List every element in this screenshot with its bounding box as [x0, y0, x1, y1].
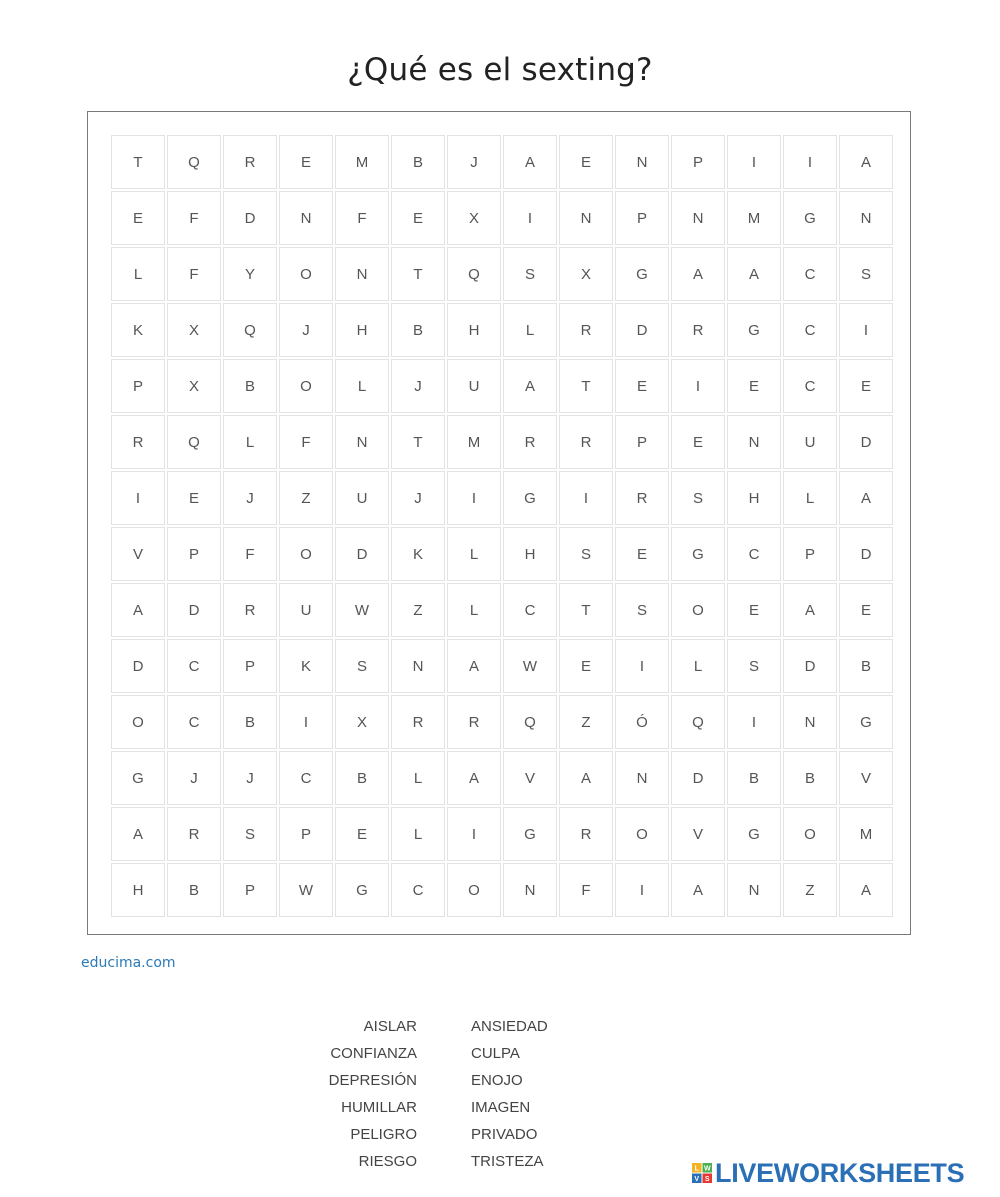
grid-cell[interactable]: A [447, 751, 501, 805]
grid-cell[interactable]: N [671, 191, 725, 245]
grid-cell[interactable]: D [335, 527, 389, 581]
grid-cell[interactable]: R [559, 807, 613, 861]
grid-cell[interactable]: C [167, 639, 221, 693]
grid-cell[interactable]: L [391, 807, 445, 861]
grid-cell[interactable]: T [559, 583, 613, 637]
grid-cell[interactable]: M [839, 807, 893, 861]
grid-cell[interactable]: R [167, 807, 221, 861]
svg-text:W: W [703, 1165, 711, 1173]
grid-cell[interactable]: N [615, 135, 669, 189]
word-list-item: CULPA [471, 1045, 520, 1062]
grid-cell[interactable]: M [447, 415, 501, 469]
grid-cell[interactable]: V [503, 751, 557, 805]
grid-cell[interactable]: L [783, 471, 837, 525]
grid-cell[interactable]: X [335, 695, 389, 749]
grid-cell[interactable]: U [279, 583, 333, 637]
grid-cell[interactable]: G [727, 807, 781, 861]
grid-cell[interactable]: E [615, 527, 669, 581]
grid-cell[interactable]: R [223, 135, 277, 189]
grid-cell[interactable]: D [783, 639, 837, 693]
grid-cell[interactable]: A [839, 135, 893, 189]
grid-cell[interactable]: G [111, 751, 165, 805]
grid-cell[interactable]: O [111, 695, 165, 749]
grid-cell[interactable]: V [671, 807, 725, 861]
grid-cell[interactable]: X [447, 191, 501, 245]
grid-cell[interactable]: I [447, 471, 501, 525]
grid-cell[interactable]: E [167, 471, 221, 525]
grid-cell[interactable]: L [335, 359, 389, 413]
grid-cell[interactable]: I [727, 695, 781, 749]
grid-cell[interactable]: A [839, 863, 893, 917]
word-list-item: CONFIANZA [330, 1045, 417, 1062]
grid-cell[interactable]: I [111, 471, 165, 525]
grid-cell[interactable]: A [503, 359, 557, 413]
grid-cell[interactable]: C [783, 303, 837, 357]
grid-cell[interactable]: X [559, 247, 613, 301]
grid-cell[interactable]: N [727, 415, 781, 469]
grid-cell[interactable]: P [783, 527, 837, 581]
grid-cell[interactable]: R [503, 415, 557, 469]
grid-cell[interactable]: B [783, 751, 837, 805]
grid-cell[interactable]: C [167, 695, 221, 749]
grid-cell[interactable]: M [335, 135, 389, 189]
grid-cell[interactable]: G [839, 695, 893, 749]
grid-cell[interactable]: N [727, 863, 781, 917]
grid-cell[interactable]: R [111, 415, 165, 469]
grid-cell[interactable]: A [111, 583, 165, 637]
grid-cell[interactable]: N [503, 863, 557, 917]
grid-cell[interactable]: E [839, 359, 893, 413]
grid-cell[interactable]: P [167, 527, 221, 581]
svg-text:V: V [694, 1176, 700, 1183]
grid-cell[interactable]: J [167, 751, 221, 805]
grid-cell[interactable]: R [671, 303, 725, 357]
grid-cell[interactable]: I [447, 807, 501, 861]
grid-cell[interactable]: S [503, 247, 557, 301]
grid-cell[interactable]: S [559, 527, 613, 581]
grid-cell[interactable]: Y [223, 247, 277, 301]
word-list-item: ANSIEDAD [471, 1018, 548, 1035]
svg-text:S: S [704, 1176, 710, 1183]
grid-cell[interactable]: Q [447, 247, 501, 301]
grid-cell[interactable]: O [279, 527, 333, 581]
grid-cell[interactable]: D [615, 303, 669, 357]
grid-cell[interactable]: G [615, 247, 669, 301]
grid-cell[interactable]: N [391, 639, 445, 693]
grid-cell[interactable]: J [223, 751, 277, 805]
grid-cell[interactable]: A [783, 583, 837, 637]
grid-cell[interactable]: N [279, 191, 333, 245]
grid-cell[interactable]: H [503, 527, 557, 581]
grid-cell[interactable]: B [223, 695, 277, 749]
grid-cell[interactable]: R [559, 415, 613, 469]
grid-cell[interactable]: O [671, 583, 725, 637]
grid-cell[interactable]: R [615, 471, 669, 525]
grid-cell[interactable]: O [447, 863, 501, 917]
grid-cell[interactable]: I [783, 135, 837, 189]
grid-cell[interactable]: O [615, 807, 669, 861]
word-list-item: RIESGO [358, 1153, 417, 1170]
grid-cell[interactable]: S [671, 471, 725, 525]
grid-cell[interactable]: A [111, 807, 165, 861]
grid-cell[interactable]: B [727, 751, 781, 805]
grid-cell[interactable]: P [615, 191, 669, 245]
grid-cell[interactable]: D [671, 751, 725, 805]
grid-cell[interactable]: I [559, 471, 613, 525]
grid-cell[interactable]: R [223, 583, 277, 637]
grid-cell[interactable]: V [839, 751, 893, 805]
grid-cell[interactable]: S [839, 247, 893, 301]
grid-cell[interactable]: E [671, 415, 725, 469]
grid-cell[interactable]: W [335, 583, 389, 637]
grid-cell[interactable]: A [727, 247, 781, 301]
grid-cell[interactable]: L [223, 415, 277, 469]
word-list-right [471, 1016, 621, 1178]
grid-cell[interactable]: X [167, 359, 221, 413]
page-title: ¿Qué es el sexting? [347, 52, 653, 88]
liveworksheets-logo-icon [692, 1163, 712, 1183]
grid-cell[interactable]: U [335, 471, 389, 525]
grid-cell[interactable]: A [671, 863, 725, 917]
grid-cell[interactable]: G [783, 191, 837, 245]
grid-cell[interactable]: Q [167, 415, 221, 469]
grid-cell[interactable]: C [783, 359, 837, 413]
grid-cell[interactable]: Z [783, 863, 837, 917]
word-list-item: HUMILLAR [341, 1099, 417, 1116]
word-list-item: DEPRESIÓN [328, 1072, 417, 1089]
grid-cell[interactable]: K [111, 303, 165, 357]
grid-cell[interactable]: G [727, 303, 781, 357]
grid-cell[interactable]: I [839, 303, 893, 357]
grid-cell[interactable]: N [335, 247, 389, 301]
grid-cell[interactable]: H [111, 863, 165, 917]
word-list-item: AISLAR [363, 1018, 417, 1035]
word-list-item: PRIVADO [471, 1126, 538, 1143]
grid-cell[interactable]: O [279, 359, 333, 413]
grid-cell[interactable]: F [223, 527, 277, 581]
credit-link[interactable]: educima.com [81, 955, 176, 971]
grid-cell[interactable]: J [391, 359, 445, 413]
grid-cell[interactable]: E [391, 191, 445, 245]
grid-cell[interactable]: E [559, 639, 613, 693]
grid-cell[interactable]: F [167, 247, 221, 301]
grid-cell[interactable]: M [727, 191, 781, 245]
grid-cell[interactable]: D [111, 639, 165, 693]
grid-cell[interactable]: O [783, 807, 837, 861]
grid-cell[interactable]: C [279, 751, 333, 805]
grid-cell[interactable]: U [447, 359, 501, 413]
grid-cell[interactable]: I [503, 191, 557, 245]
liveworksheets-logo[interactable] [692, 1157, 964, 1189]
grid-cell[interactable]: J [447, 135, 501, 189]
grid-cell[interactable]: B [839, 639, 893, 693]
grid-cell[interactable]: K [391, 527, 445, 581]
grid-cell[interactable]: C [503, 583, 557, 637]
grid-cell[interactable]: C [727, 527, 781, 581]
grid-cell[interactable]: E [559, 135, 613, 189]
grid-cell[interactable]: K [279, 639, 333, 693]
grid-cell[interactable]: I [615, 863, 669, 917]
grid-cell[interactable]: V [111, 527, 165, 581]
grid-cell[interactable]: W [503, 639, 557, 693]
grid-cell[interactable]: S [223, 807, 277, 861]
grid-cell[interactable]: H [335, 303, 389, 357]
grid-cell[interactable]: A [839, 471, 893, 525]
grid-cell[interactable]: B [223, 359, 277, 413]
svg-text:L: L [694, 1165, 699, 1173]
grid-cell[interactable]: A [671, 247, 725, 301]
grid-cell[interactable]: E [839, 583, 893, 637]
grid-cell[interactable]: D [839, 415, 893, 469]
grid-cell[interactable]: P [223, 863, 277, 917]
word-search-grid [111, 135, 893, 917]
grid-cell[interactable]: I [727, 135, 781, 189]
grid-cell[interactable]: L [503, 303, 557, 357]
grid-cell[interactable]: H [727, 471, 781, 525]
grid-cell[interactable]: Z [391, 583, 445, 637]
grid-cell[interactable]: N [615, 751, 669, 805]
grid-cell[interactable]: T [391, 415, 445, 469]
grid-cell[interactable]: D [839, 527, 893, 581]
grid-cell[interactable]: I [615, 639, 669, 693]
grid-cell[interactable]: E [615, 359, 669, 413]
grid-cell[interactable]: A [447, 639, 501, 693]
grid-cell[interactable]: Q [503, 695, 557, 749]
grid-cell[interactable]: Ó [615, 695, 669, 749]
grid-cell[interactable]: N [783, 695, 837, 749]
grid-cell[interactable]: W [279, 863, 333, 917]
grid-cell[interactable]: P [279, 807, 333, 861]
grid-cell[interactable]: B [335, 751, 389, 805]
liveworksheets-logo-text: LIVEWORKSHEETS [715, 1157, 965, 1188]
grid-cell[interactable]: R [391, 695, 445, 749]
grid-cell[interactable]: P [111, 359, 165, 413]
grid-cell[interactable]: Q [167, 135, 221, 189]
word-list-left [300, 1016, 417, 1178]
grid-cell[interactable]: A [503, 135, 557, 189]
grid-cell[interactable]: T [559, 359, 613, 413]
grid-cell[interactable]: E [279, 135, 333, 189]
grid-cell[interactable]: U [783, 415, 837, 469]
grid-cell[interactable]: E [727, 359, 781, 413]
grid-cell[interactable]: S [615, 583, 669, 637]
grid-cell[interactable]: Q [223, 303, 277, 357]
grid-cell[interactable]: T [391, 247, 445, 301]
grid-cell[interactable]: L [447, 527, 501, 581]
grid-cell[interactable]: T [111, 135, 165, 189]
grid-cell[interactable]: B [391, 135, 445, 189]
grid-cell[interactable]: P [223, 639, 277, 693]
grid-cell[interactable]: E [727, 583, 781, 637]
grid-cell[interactable]: I [671, 359, 725, 413]
grid-cell[interactable]: I [279, 695, 333, 749]
grid-cell[interactable]: P [615, 415, 669, 469]
word-list-item: PELIGRO [350, 1126, 417, 1143]
word-search-frame [87, 111, 911, 935]
word-list-item: ENOJO [471, 1072, 523, 1089]
grid-cell[interactable]: J [223, 471, 277, 525]
grid-cell[interactable]: G [503, 807, 557, 861]
grid-cell[interactable]: A [559, 751, 613, 805]
grid-cell[interactable]: S [727, 639, 781, 693]
grid-cell[interactable]: S [335, 639, 389, 693]
grid-cell[interactable]: C [783, 247, 837, 301]
grid-cell[interactable]: P [671, 135, 725, 189]
grid-cell[interactable]: N [335, 415, 389, 469]
grid-cell[interactable]: J [391, 471, 445, 525]
grid-cell[interactable]: G [503, 471, 557, 525]
grid-cell[interactable]: J [279, 303, 333, 357]
grid-cell[interactable]: F [279, 415, 333, 469]
grid-cell[interactable]: E [335, 807, 389, 861]
grid-cell[interactable]: B [167, 863, 221, 917]
grid-cell[interactable]: Z [559, 695, 613, 749]
grid-cell[interactable]: L [391, 751, 445, 805]
grid-cell[interactable]: O [279, 247, 333, 301]
grid-cell[interactable]: L [111, 247, 165, 301]
grid-cell[interactable]: F [559, 863, 613, 917]
grid-cell[interactable]: G [335, 863, 389, 917]
grid-cell[interactable]: X [167, 303, 221, 357]
grid-cell[interactable]: B [391, 303, 445, 357]
grid-cell[interactable]: D [167, 583, 221, 637]
word-list-item: TRISTEZA [471, 1153, 544, 1170]
grid-cell[interactable]: N [559, 191, 613, 245]
grid-cell[interactable]: L [671, 639, 725, 693]
grid-cell[interactable]: R [559, 303, 613, 357]
grid-cell[interactable]: F [335, 191, 389, 245]
grid-cell[interactable]: R [447, 695, 501, 749]
grid-cell[interactable]: H [447, 303, 501, 357]
grid-cell[interactable]: F [167, 191, 221, 245]
grid-cell[interactable]: D [223, 191, 277, 245]
word-list-item: IMAGEN [471, 1099, 531, 1116]
grid-cell[interactable]: N [839, 191, 893, 245]
grid-cell[interactable]: Z [279, 471, 333, 525]
grid-cell[interactable]: E [111, 191, 165, 245]
grid-cell[interactable]: C [391, 863, 445, 917]
grid-cell[interactable]: Q [671, 695, 725, 749]
grid-cell[interactable]: L [447, 583, 501, 637]
grid-cell[interactable]: G [671, 527, 725, 581]
